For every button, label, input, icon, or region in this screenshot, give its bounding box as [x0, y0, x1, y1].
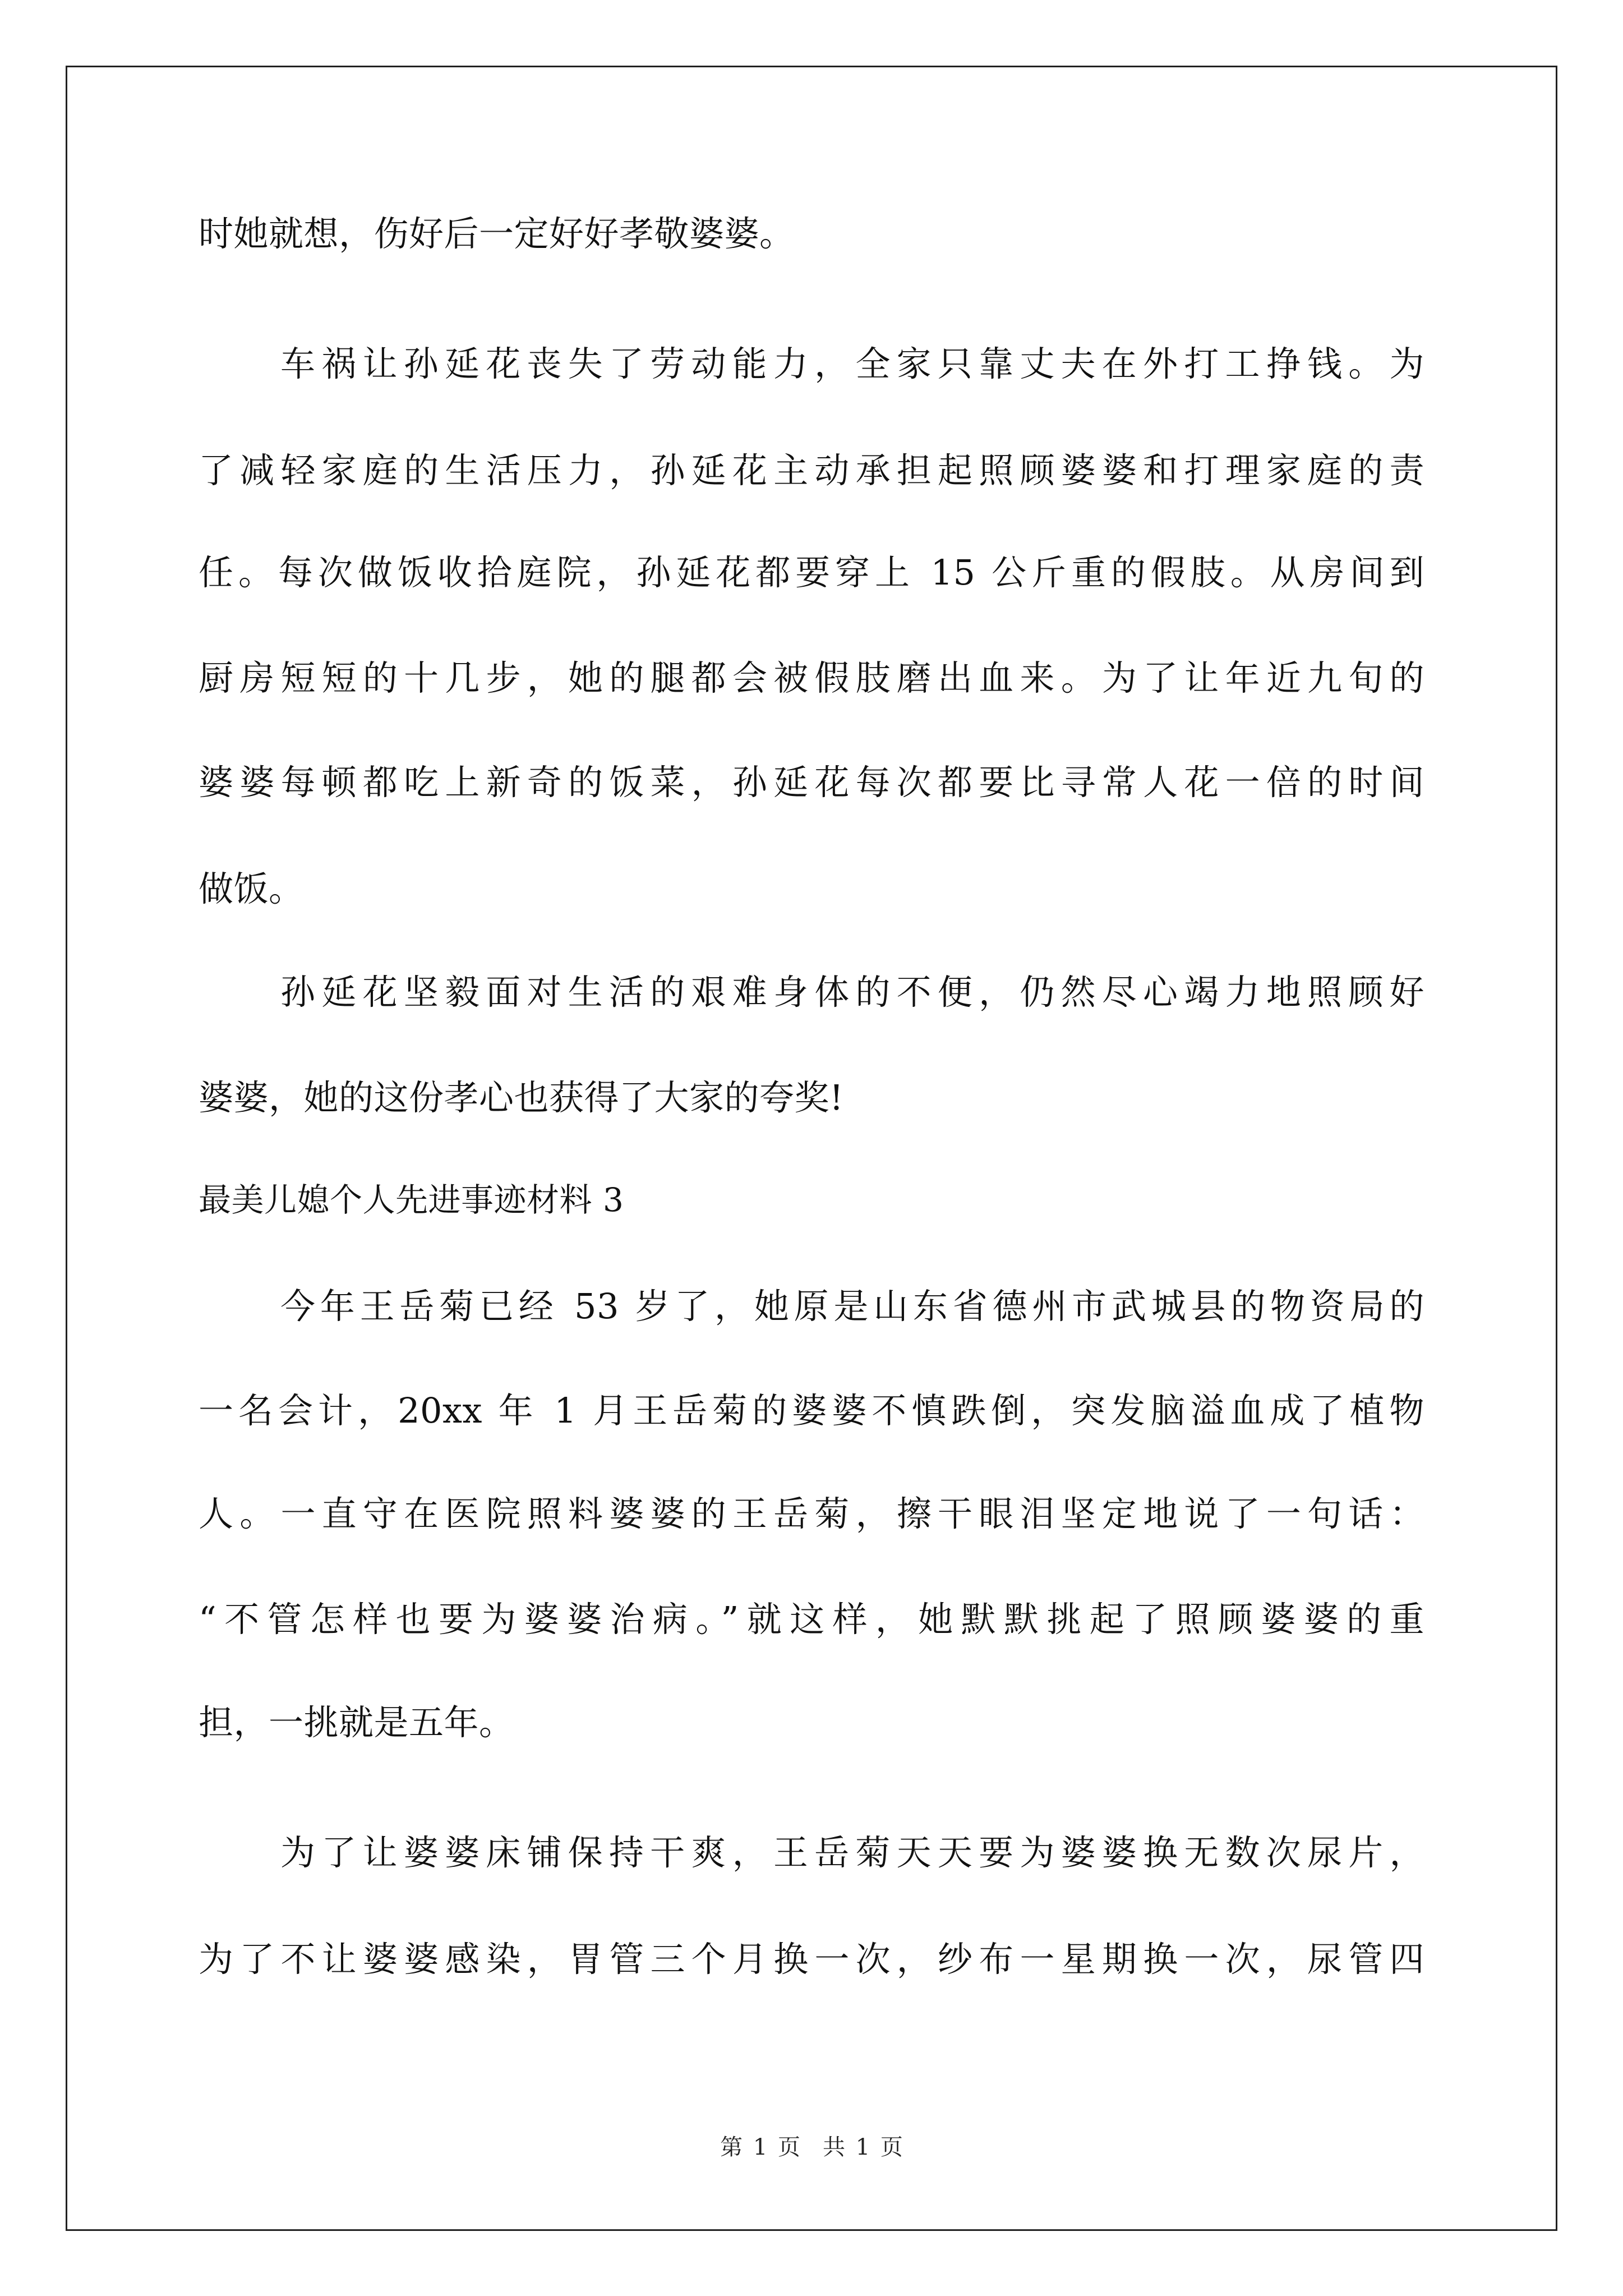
text-line: 厨房短短的十几步，她的腿都会被假肢磨出血来。为了让年近九旬的 — [199, 657, 1424, 698]
text-line: 任。每次做饭收拾庭院，孙延花都要穿上 15 公斤重的假肢。从房间到 — [199, 552, 1424, 593]
paragraph-first-line: 孙延花坚毅面对生活的艰难身体的不便，仍然尽心竭力地照顾好 — [280, 972, 1424, 1013]
text-line: 为了不让婆婆感染，胃管三个月换一次，纱布一星期换一次，尿管四 — [199, 1939, 1424, 1980]
paragraph-first-line: 车祸让孙延花丧失了劳动能力，全家只靠丈夫在外打工挣钱。为 — [280, 343, 1424, 384]
text-line: 人。一直守在医院照料婆婆的王岳菊，擦干眼泪坚定地说了一句话： — [199, 1493, 1424, 1534]
text-line: 时她就想，伤好后一定好好孝敬婆婆。 — [199, 213, 795, 254]
paragraph-first-line: 为了让婆婆床铺保持干爽，王岳菊天天要为婆婆换无数次尿片， — [280, 1832, 1424, 1873]
text-line: 一名会计，20xx 年 1 月王岳菊的婆婆不慎跌倒，突发脑溢血成了植物 — [199, 1390, 1424, 1431]
text-line: “不管怎样也要为婆婆治病。”就这样，她默默挑起了照顾婆婆的重 — [199, 1599, 1424, 1640]
paragraph-first-line: 今年王岳菊已经 53 岁了，她原是山东省德州市武城县的物资局的 — [280, 1286, 1424, 1327]
text-line: 婆婆，她的这份孝心也获得了大家的夸奖! — [199, 1077, 844, 1118]
text-line: 担，一挑就是五年。 — [199, 1702, 514, 1743]
text-line: 了减轻家庭的生活压力，孙延花主动承担起照顾婆婆和打理家庭的责 — [199, 450, 1424, 491]
page-footer: 第 1 页 共 1 页 — [720, 2134, 903, 2160]
page-border — [66, 66, 1557, 2231]
text-line: 婆婆每顿都吃上新奇的饭菜，孙延花每次都要比寻常人花一倍的时间 — [199, 762, 1424, 803]
section-heading: 最美儿媳个人先进事迹材料 3 — [199, 1181, 624, 1219]
text-line: 做饭。 — [199, 868, 304, 909]
